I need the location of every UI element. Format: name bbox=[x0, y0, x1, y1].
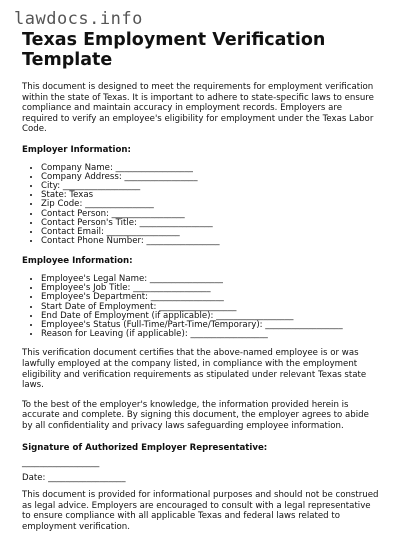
employee-info-list bbox=[22, 275, 380, 339]
intro-paragraph: This document is designed to meet the requirements for employment verification within the state of Texas. It is important to adhere to state-specific laws to ensure compliance and maintain accuracy in employment records. Employers are required to verify an employee's eligibility for employment under the Texas Labor Code. bbox=[22, 82, 374, 135]
list-item: • End Date of Employment (if applicable): __________________ bbox=[41, 312, 380, 321]
date-line: Date: __________________ bbox=[22, 473, 126, 484]
document-title: Texas Employment Verification Template bbox=[22, 30, 326, 70]
list-item: • Employee's Job Title: __________________ bbox=[41, 284, 380, 293]
list-item: • State: Texas bbox=[41, 191, 380, 200]
employer-info-list bbox=[22, 164, 380, 247]
list-item: • Employee's Status (Full-Time/Part-Time/Temporary): __________________ bbox=[41, 321, 380, 330]
list-item: • City: __________________ bbox=[41, 182, 380, 191]
employee-section-heading: Employee Information: bbox=[22, 256, 133, 267]
signature-heading: Signature of Authorized Employer Representative: bbox=[22, 442, 268, 453]
signature-line: __________________ bbox=[22, 458, 100, 469]
list-item: • Reason for Leaving (if applicable): __________________ bbox=[41, 330, 380, 339]
list-item: • Company Address: _________________ bbox=[41, 173, 380, 182]
list-item: • Contact Person: _________________ bbox=[41, 210, 380, 219]
list-item: • Company Name: __________________ bbox=[41, 164, 380, 173]
list-item: • Start Date of Employment: __________________ bbox=[41, 303, 380, 312]
list-item: • Employee's Legal Name: _________________ bbox=[41, 275, 380, 284]
list-item: • Contact Email: _________________ bbox=[41, 228, 380, 237]
list-item: • Zip Code: ________________ bbox=[41, 200, 380, 209]
certification-paragraph: This verification document certifies that the above-named employee is or was lawfully employed at the company listed, in compliance with the employment eligibility and verification requirements as stipulated under relevant Texas state laws. bbox=[22, 348, 367, 391]
disclaimer-paragraph: This document is provided for informational purposes and should not be construed as legal advice. Employers are encouraged to consult with a legal representative to ensure compliance with all applicable Texas and federal laws related to employment verification. bbox=[22, 490, 379, 532]
acknowledgement-paragraph: To the best of the employer's knowledge, the information provided herein is accurate and complete. By signing this document, the employer agrees to abide by all confidentiality and privacy laws safeguarding employee information. bbox=[22, 399, 369, 431]
site-watermark: lawdocs.info bbox=[14, 9, 143, 29]
list-item: • Contact Phone Number: _________________ bbox=[41, 237, 380, 246]
employer-section-heading: Employer Information: bbox=[22, 144, 131, 155]
list-item: • Employee's Department: _________________ bbox=[41, 293, 380, 302]
list-item: • Contact Person's Title: _________________ bbox=[41, 219, 380, 228]
